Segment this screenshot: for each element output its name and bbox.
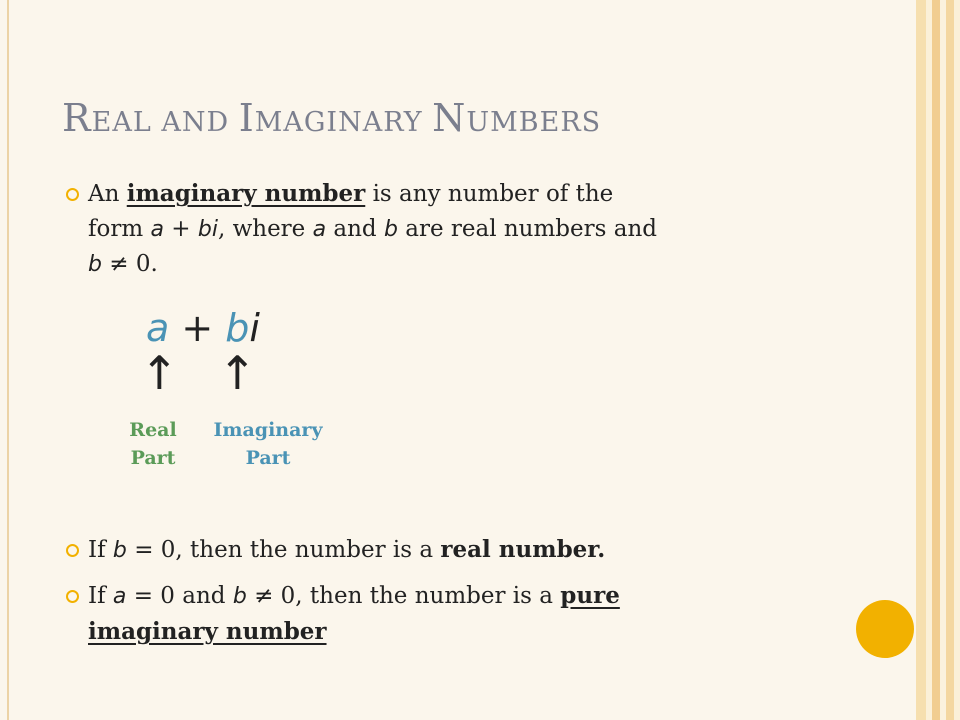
left-border-line: [7, 0, 9, 720]
title-initial: N: [432, 96, 467, 140]
title-initial: I: [238, 96, 255, 140]
formula-plus: +: [169, 306, 226, 350]
label-line: Part: [130, 447, 176, 469]
up-arrow-icon: ↑: [218, 346, 257, 400]
line: If a = 0 and b ≠ 0, then the number is a pure: [88, 582, 620, 609]
imaginary-part-label: [198, 416, 338, 472]
title-smallcaps: EAL AND: [91, 107, 239, 138]
bullet-circle-icon: [66, 544, 79, 557]
line: b ≠ 0.: [88, 251, 158, 277]
stripe: [954, 0, 960, 720]
pure-term: pure: [560, 582, 620, 609]
label-line: Imaginary: [213, 419, 323, 441]
label-line: Part: [245, 447, 291, 469]
imaginary-number-term: imaginary number: [88, 618, 327, 645]
bullet-text: If b = 0, then the number is a real number.: [88, 536, 606, 563]
bullet-circle-icon: [66, 590, 79, 603]
line: An imaginary number is any number of the: [88, 180, 614, 207]
formula-b: b: [225, 306, 250, 350]
stripe: [916, 0, 926, 720]
bullet-text: [88, 578, 620, 650]
label-line: Real: [129, 419, 177, 441]
slide-title: [62, 96, 601, 140]
up-arrow-icon: ↑: [140, 346, 179, 400]
formula-a: a: [146, 306, 170, 350]
title-smallcaps: UMBERS: [466, 107, 602, 138]
line: form a + bi, where a and b are real numbers and: [88, 216, 657, 242]
imaginary-number-term: imaginary number: [126, 180, 366, 207]
complex-number-formula: [146, 306, 260, 350]
title-smallcaps: MAGINARY: [254, 107, 433, 138]
decorative-circle: [856, 600, 914, 658]
decorative-stripes: [916, 0, 960, 720]
line: [88, 614, 620, 650]
stripe: [946, 0, 954, 720]
bullet-text: [88, 176, 657, 282]
formula-i: i: [249, 306, 260, 350]
real-number-term: real number.: [440, 536, 606, 563]
real-part-label: [118, 416, 188, 472]
stripe: [932, 0, 940, 720]
bullet-circle-icon: [66, 188, 79, 201]
title-initial: R: [62, 96, 92, 140]
